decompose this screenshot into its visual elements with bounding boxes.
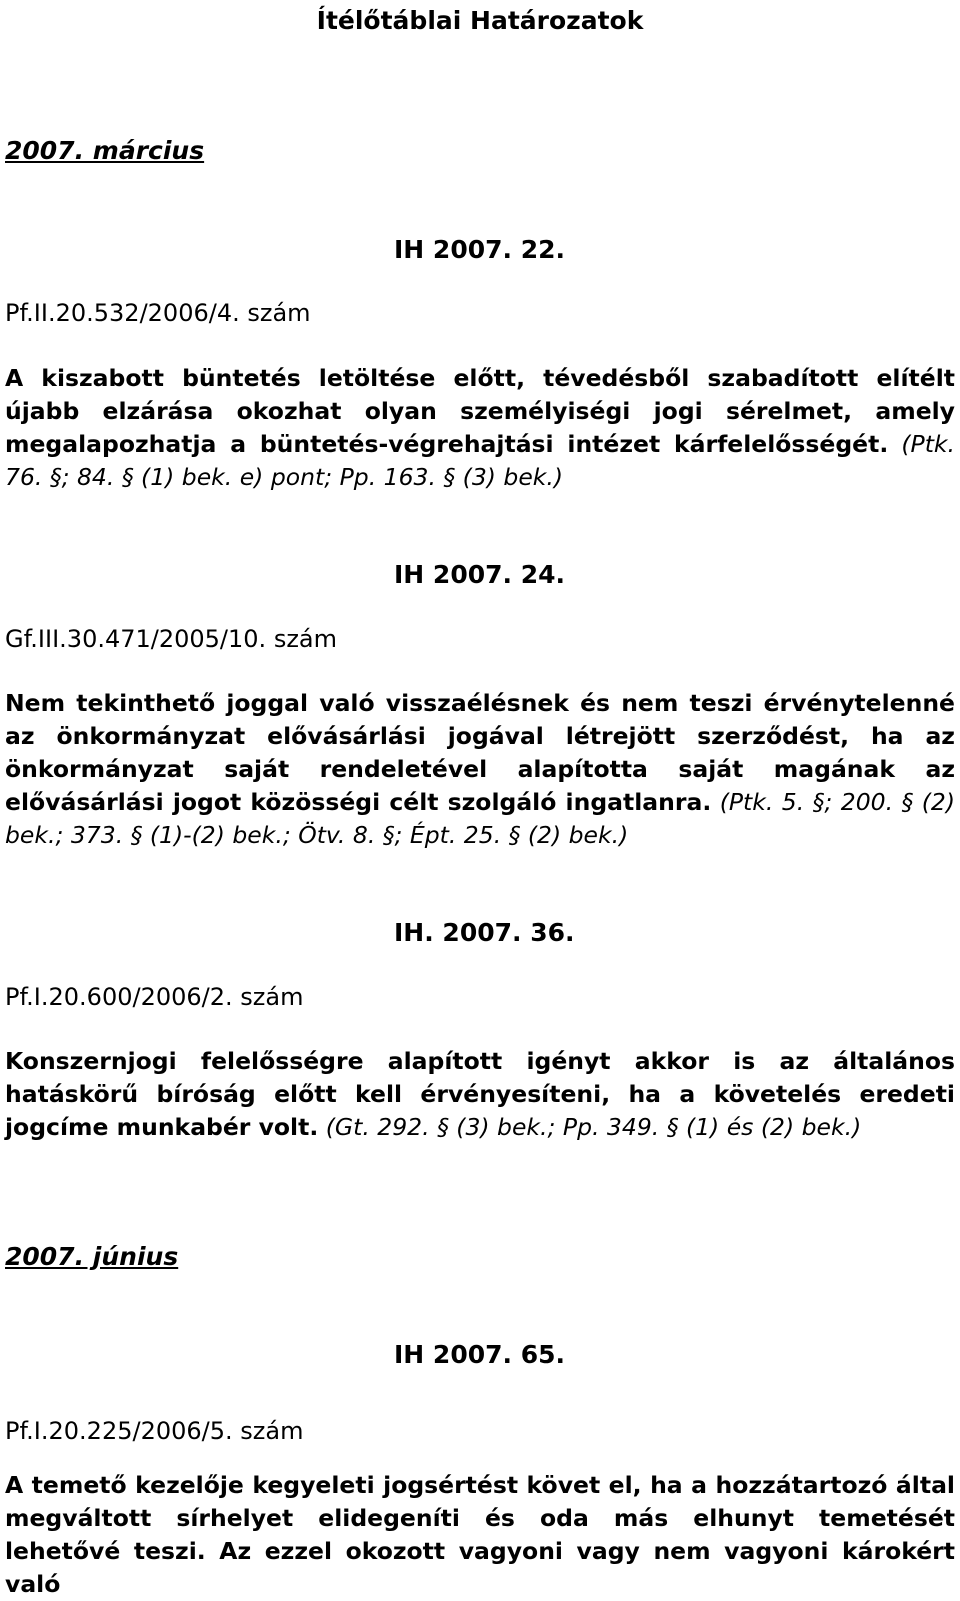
legal-reference: (Ptk. 5. §; 200. § (2) bek.; 373. § (1)-(2) bek.; Ötv. 8. §; Épt. 25. § (2) bek.): [5, 788, 955, 849]
legal-reference: (Ptk. 76. §; 84. § (1) bek. e) pont; Pp. 163. § (3) bek.): [5, 430, 955, 491]
legal-reference: (Gt. 292. § (3) bek.; Pp. 349. § (1) és (2) bek.): [325, 1113, 862, 1141]
decision-summary: [5, 362, 955, 494]
decision-summary: [5, 687, 955, 852]
case-number: Pf.I.20.600/2006/2. szám: [5, 983, 304, 1011]
decision-headline: A kiszabott büntetés letöltése előtt, tévedésből szabadított elítélt újabb elzárása okozhat olyan személyiségi jogi sérelmet, amely megalapozhatja a büntetés-végrehajtási intézet kárfelelősségét.: [5, 364, 955, 458]
ih-number: IH 2007. 65.: [394, 1340, 565, 1369]
decision-summary: [5, 1045, 955, 1144]
ih-number: IH 2007. 24.: [394, 560, 565, 589]
case-number: Gf.III.30.471/2005/10. szám: [5, 625, 338, 653]
ih-number: IH. 2007. 36.: [394, 918, 575, 947]
document-title: Ítélőtáblai Határozatok: [316, 6, 644, 35]
case-number: Pf.II.20.532/2006/4. szám: [5, 299, 311, 327]
decision-headline: A temető kezelője kegyeleti jogsértést követ el, ha a hozzátartozó által megváltott sírhelyet elidegeníti és oda más elhunyt temetését lehetővé teszi. Az ezzel okozott vagyoni vagy nem vagyoni károkért való: [5, 1471, 955, 1598]
case-number: Pf.I.20.225/2006/5. szám: [5, 1417, 304, 1445]
month-heading-march: 2007. március: [5, 136, 205, 165]
decision-summary: [5, 1469, 955, 1601]
ih-number: IH 2007. 22.: [394, 235, 565, 264]
decision-headline: Nem tekinthető joggal való visszaélésnek és nem teszi érvénytelenné az önkormányzat elővásárlási jogával létrejött szerződést, ha az önkormányzat saját rendeletével alapította saját magának az elővásárlási jogot közösségi célt szolgáló ingatlanra.: [5, 689, 955, 816]
decision-headline: Konszernjogi felelősségre alapított igényt akkor is az általános hatáskörű bíróság előtt kell érvényesíteni, ha a követelés eredeti jogcíme munkabér volt.: [5, 1047, 955, 1141]
month-heading-june: 2007. június: [5, 1242, 179, 1271]
